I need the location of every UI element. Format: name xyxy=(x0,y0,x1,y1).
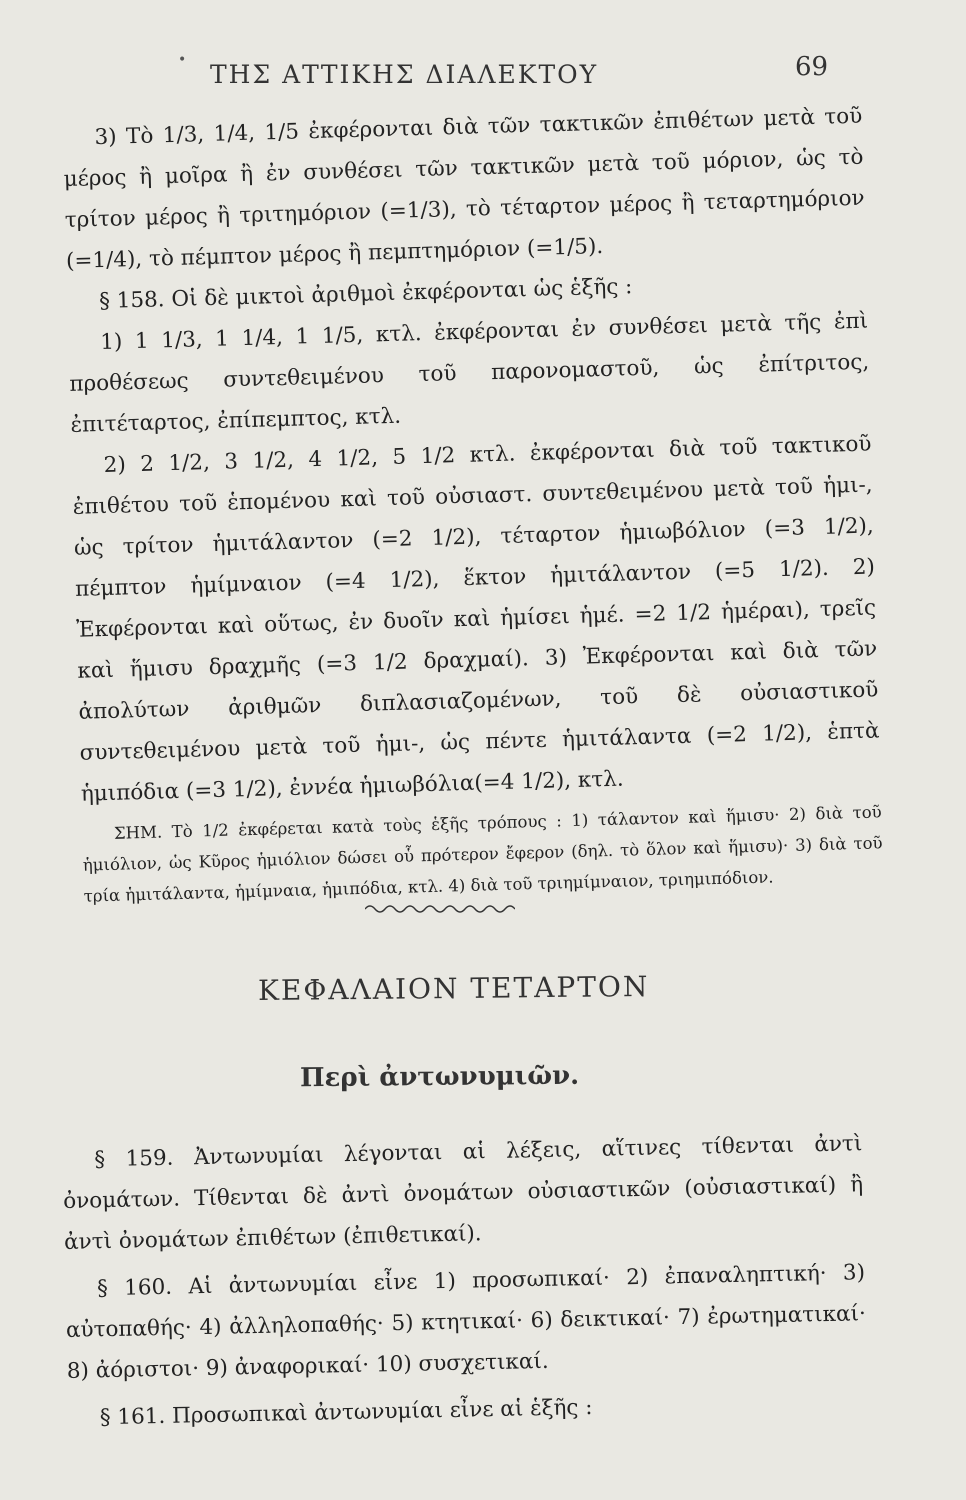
section-heading: Περὶ ἀντωνυμιῶν. xyxy=(299,1060,580,1094)
paragraph-3: 3) Τὸ 1/3, 1/4, 1/5 ἐκφέρονται διὰ τῶν τακτικῶν ἐπιθέτων μετὰ τοῦ μέρος ἢ μοῖρα ἢ ἐν συνθέσει τῶν τακτικῶν μετὰ τοῦ μόριον, ὡς τὸ τρίτον μέρος ἢ τριτημόριον (=1/3), τὸ τέταρτον μέρος ἢ τεταρτημόριον (=1/4), τὸ πέμπτον μέρος ἢ πεμπτημόριον (=1/5). xyxy=(63,103,865,274)
section-159: § 159. Ἀντωνυμίαι λέγονται αἱ λέξεις, αἵτινες τίθενται ἀντὶ ὀνομάτων. Τίθενται δὲ ἀντὶ ὀνομάτων οὐσιαστικῶν (οὐσιαστικαί) ἢ ἀντὶ ὀνομάτων ἐπιθέτων (ἐπιθετικαί). xyxy=(63,1131,864,1255)
page-number: 69 xyxy=(795,52,829,82)
page-header xyxy=(0,48,966,92)
chapter-title: ΚΕΦΑΛΑΙΟΝ ΤΕΤΑΡΤΟΝ xyxy=(257,969,650,1008)
wavy-divider xyxy=(365,900,515,918)
section-161: § 161. Προσωπικαὶ ἀντωνυμίαι εἶνε αἱ ἑξῆς : xyxy=(99,1394,593,1431)
body-text-upper xyxy=(62,96,884,912)
section-158-item-1: 1) 1 1/3, 1 1/4, 1 1/5, κτλ. ἐκφέρονται ἐν συνθέσει μετὰ τῆς ἐπὶ προθέσεως συντεθειμένου τοῦ παρονομαστοῦ, ὡς ἐπίτριτος, ἐπιτέταρτος, ἐπίπεμπτος, κτλ. xyxy=(69,308,870,438)
footnote: ΣΗΜ. Τὸ 1/2 ἐκφέρεται κατὰ τοὺς ἑξῆς τρόπους : 1) τάλαντον καὶ ἥμισυ· 2) διὰ τοῦ ἡμιόλιον, ὡς Κῦρος ἡμιόλιον δώσει οὗ πρότερον ἔφερον (δηλ. τὸ ὅλον καὶ ἥμισυ)· 3) διὰ τοῦ τρία ἡμιτάλαντα, ἡμίμναια, ἡμιπόδια, κτλ. 4) διὰ τοῦ τριημίμναιον, τριημιπόδιον. xyxy=(82,802,883,906)
section-158-heading: § 158. Οἱ δὲ μικτοὶ ἀριθμοὶ ἐκφέρονται ὡς ἑξῆς : xyxy=(98,274,633,315)
body-text-lower xyxy=(62,1123,868,1445)
section-158-item-2: 2) 2 1/2, 3 1/2, 4 1/2, 5 1/2 κτλ. ἐκφέρονται διὰ τοῦ τακτικοῦ ἐπιθέτου τοῦ ἑπομένου καὶ τοῦ οὐσιαστ. συντεθειμένου μετὰ τοῦ ἡμι-, ὡς τρίτον ἡμιτάλαντον (=2 1/2), τέταρτον ἡμιωβόλιον (=3 1/2), πέμπτον ἡμίμναιον (=4 1/2), ἕκτον ἡμιτάλαντον (=5 1/2). 2) Ἐκφέρονται καὶ οὕτως, ἐν δυοῖν καὶ ἡμίσει ἡμέ. =2 1/2 ἡμέραι), τρεῖς καὶ ἥμισυ δραχμῆς (=3 1/2 δραχμαί). 3) Ἐκφέρονται καὶ διὰ τῶν ἀπολύτων ἀριθμῶν διπλασιαζομένων, τοῦ δὲ οὐσιαστικοῦ συντεθειμένου μετὰ τοῦ ἡμι-, ὡς πέντε ἡμιτάλαντα (=2 1/2), ἑπτὰ ἡμιπόδια (=3 1/2), ἐννέα ἡμιωβόλια(=4 1/2), κτλ. xyxy=(72,431,880,807)
ink-dot: • xyxy=(178,52,187,68)
section-160: § 160. Αἱ ἀντωνυμίαι εἶνε 1) προσωπικαί· 2) ἐπαναληπτική· 3) αὐτοπαθής· 4) ἀλληλοπαθής· 5) κτητικαί· 6) δεικτικαί· 7) ἐρωτηματικαί· 8) ἀόριστοι· 9) ἀναφορικαί· 10) συσχετικαί. xyxy=(65,1260,867,1384)
running-title: ΤΗΣ ΑΤΤΙΚΗΣ ΔΙΑΛΕΚΤΟΥ xyxy=(210,60,599,89)
